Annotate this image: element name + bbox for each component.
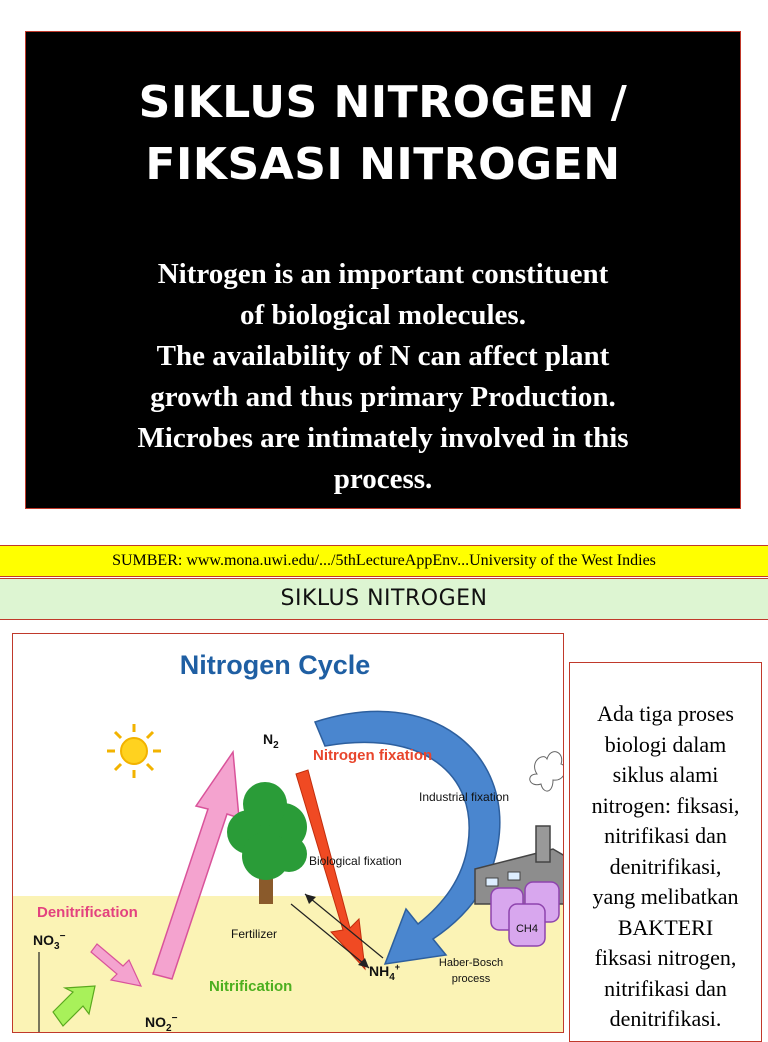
- industrial-fixation-label: Industrial fixation: [419, 790, 510, 804]
- nitrogen-fixation-label: Nitrogen fixation: [313, 747, 433, 764]
- sun-icon: [107, 724, 161, 778]
- n2-label: $N_2$: [263, 731, 279, 751]
- nitrification-label: Nitrification: [209, 978, 293, 995]
- side-description: [569, 662, 762, 1042]
- haber-bosch-process-label: process: [451, 973, 491, 985]
- side-line: nitrogen: fiksasi,: [591, 792, 740, 818]
- title-panel: [25, 31, 741, 509]
- diagram-canvas: [13, 634, 564, 1033]
- no2-label: $NO_2^-$: [145, 1013, 178, 1033]
- ch4-label: CH4: [515, 923, 539, 935]
- biological-fixation-label: Biological fixation: [309, 854, 402, 868]
- side-line: nitrifikasi dan: [604, 975, 727, 1001]
- side-line: fiksasi nitrogen,: [594, 945, 737, 970]
- source-bar: SUMBER: www.mona.uwi.edu/.../5thLectureAppEnv...University of the West Indies: [0, 545, 768, 577]
- page-title: SIKLUS NITROGEN / FIKSASI NITROGEN: [138, 77, 628, 190]
- nh4-label: $NH_4^+$: [369, 962, 401, 983]
- denitrification-label: Denitrification: [37, 904, 138, 921]
- side-line: denitrifikasi.: [609, 1006, 722, 1031]
- diagram-title: Nitrogen Cycle: [179, 650, 371, 680]
- side-line: nitrifikasi dan: [604, 823, 727, 848]
- side-line: Ada tiga proses: [597, 701, 734, 726]
- side-line: siklus alami: [612, 762, 719, 787]
- intro-line: Nitrogen is an important constituent: [157, 258, 609, 290]
- side-line: yang melibatkan: [592, 884, 739, 909]
- intro-line: of biological molecules.: [240, 299, 526, 331]
- intro-paragraph: [26, 254, 740, 500]
- side-line: denitrifikasi,: [609, 853, 722, 879]
- intro-line: process.: [333, 463, 433, 495]
- tree-icon: [227, 782, 307, 904]
- fertilizer-label: Fertilizer: [231, 927, 278, 941]
- side-line: biologi dalam: [604, 731, 727, 757]
- intro-line: The availability of N can affect plant: [156, 340, 610, 372]
- intro-line: Microbes are intimately involved in this: [137, 422, 629, 454]
- no3-label: $NO_3^-$: [33, 931, 66, 952]
- intro-line: growth and thus primary Production.: [150, 381, 616, 413]
- side-line: BAKTERI: [617, 914, 714, 940]
- nitrogen-cycle-diagram: [12, 633, 564, 1033]
- section-title: SIKLUS NITROGEN: [0, 578, 768, 620]
- haber-bosch-label: Haber-Bosch: [438, 957, 504, 969]
